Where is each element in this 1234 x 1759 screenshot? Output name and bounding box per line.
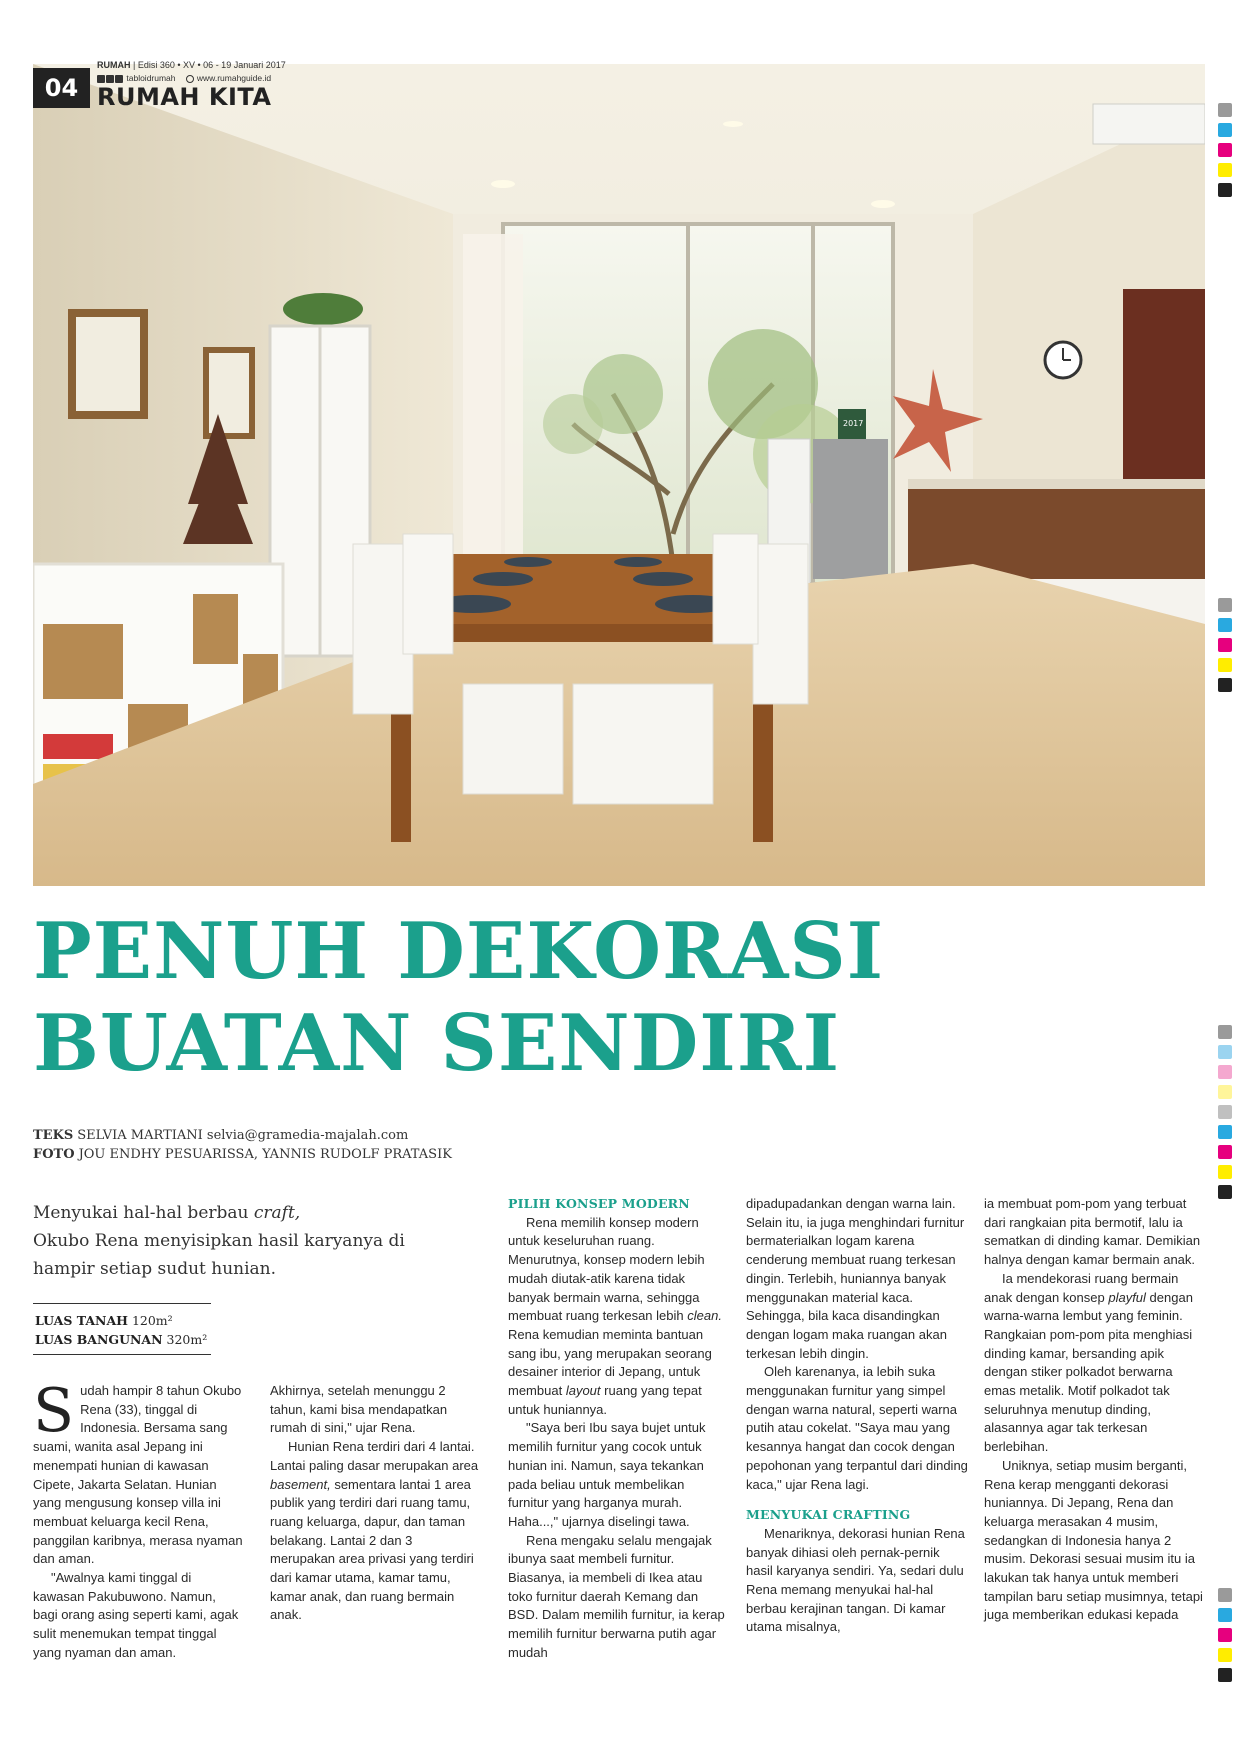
paragraph-emphasis: clean.: [687, 1308, 722, 1324]
headline-line-1: PENUH DEKORASI: [33, 906, 885, 997]
swatch: [1218, 163, 1232, 177]
area-info: [33, 1303, 211, 1355]
swatch: [1218, 123, 1232, 137]
swatch: [1218, 1105, 1232, 1119]
paragraph: [508, 1214, 728, 1420]
paragraph-text: Ia mendekorasi ruang bermain anak dengan konsep: [984, 1270, 1179, 1305]
masthead-edition: RUMAH | Edisi 360 • XV • 06 - 19 Januari 2017: [97, 60, 286, 70]
twitter-icon: [106, 75, 114, 83]
swatch: [1218, 658, 1232, 672]
globe-icon: [186, 75, 194, 83]
swatch: [1218, 1065, 1232, 1079]
section-title: RUMAH KITA: [97, 83, 272, 111]
credit-text: [33, 1126, 452, 1145]
body-column-3: [508, 1195, 728, 1663]
swatch: [1218, 678, 1232, 692]
swatch: [1218, 1145, 1232, 1159]
swatch: [1218, 1185, 1232, 1199]
swatch: [1218, 103, 1232, 117]
swatch: [1218, 618, 1232, 632]
paragraph: Akhirnya, setelah menunggu 2 tahun, kami bisa mendapatkan rumah di sini," ujar Rena.: [270, 1383, 448, 1436]
land-area: [35, 1311, 211, 1330]
swatch: [1218, 598, 1232, 612]
body-column-2: [270, 1382, 480, 1625]
website-text: www.rumahguide.id: [196, 73, 272, 83]
body-column-4: [746, 1195, 968, 1637]
swatch: [1218, 183, 1232, 197]
subhead-crafting: MENYUKAI CRAFTING: [746, 1507, 911, 1523]
paragraph-emphasis: playful: [1108, 1289, 1146, 1305]
paragraph: Oleh karenanya, ia lebih suka menggunakan furnitur yang simpel dengan warna natural, seperti warna putih atau cokelat. "Saya mau yang kesannya hangat dan cocok dengan pepohonan yang terpantul dari dinding kaca," ujar Rena lagi.: [746, 1364, 968, 1492]
swatch: [1218, 1025, 1232, 1039]
swatch: [1218, 1588, 1232, 1602]
paragraph-text: Rena memilih konsep modern untuk keseluruhan ruang. Menurutnya, konsep modern lebih mudah diutak-atik karena tidak banyak bermain warna, sehingga membuat ruang terkesan lebih: [508, 1214, 705, 1324]
headline: [33, 906, 1183, 1090]
credit-text-value: SELVIA MARTIANI selvia@gramedia-majalah.com: [77, 1128, 409, 1143]
facebook-icon: [97, 75, 105, 83]
swatch: [1218, 1628, 1232, 1642]
swatch: [1218, 1608, 1232, 1622]
swatch: [1218, 1668, 1232, 1682]
paragraph: [270, 1438, 480, 1625]
swatch: [1218, 1648, 1232, 1662]
drop-cap: S: [33, 1376, 75, 1446]
paragraph-text: Rena kemudian meminta bantuan sang ibu, yang merupakan seorang desainer interior di Jepang, untuk membuat: [508, 1326, 712, 1399]
social-handle-text: tabloidrumah: [126, 73, 176, 83]
instagram-icon: [115, 75, 123, 83]
paragraph-emphasis: layout: [565, 1383, 601, 1399]
calendar-label: 2017: [843, 419, 864, 428]
building-area-label: LUAS BANGUNAN: [35, 1332, 163, 1347]
paragraph: ia membuat pom-pom yang terbuat dari rangkaian pita bermotif, lalu ia sematkan di dinding kamar. Demikian halnya dengan kamar bermain anak.: [984, 1196, 1201, 1268]
paragraph: "Saya beri Ibu saya bujet untuk memilih furnitur yang cocok untuk hunian ini. Namun, saya tekankan pada beliau untuk membelikan furnitur yang harganya murah. Haha...," ujarnya diselingi tawa.: [508, 1420, 706, 1529]
page-number: 04: [33, 68, 90, 108]
credits: [33, 1126, 452, 1164]
land-area-value: 120m²: [131, 1313, 173, 1328]
lede-part-1: Menyukai hal-hal berbau: [33, 1203, 249, 1223]
swatch: [1218, 638, 1232, 652]
paragraph: Menariknya, dekorasi hunian Rena banyak dihiasi oleh pernak-pernik hasil karyanya sendiri. Ya, sedari dulu Rena memang menyukai hal-hal berbau kerajinan tangan. Di kamar utama misalnya,: [746, 1525, 965, 1635]
lede-emphasis: craft,: [253, 1203, 301, 1223]
paragraph-emphasis: basement,: [270, 1476, 331, 1492]
body-column-5: [984, 1195, 1206, 1625]
building-area-value: 320m²: [166, 1332, 208, 1347]
swatch: [1218, 1045, 1232, 1059]
swatch: [1218, 1165, 1232, 1179]
lede-part-2: Okubo Rena menyisipkan hasil karyanya di hampir setiap sudut hunian.: [33, 1231, 405, 1279]
building-area: [35, 1330, 211, 1349]
swatch: [1218, 1125, 1232, 1139]
credit-photo-label: FOTO: [33, 1147, 75, 1162]
magazine-name: RUMAH: [97, 60, 131, 70]
swatch: [1218, 1085, 1232, 1099]
paragraph-text: sementara lantai 1 area publik yang terdiri dari ruang tamu, ruang keluarga, dapur, dan taman belakang. Lantai 2 dan 3 merupakan area privasi yang terdiri dari kamar utama, kamar tamu, kamar anak, dan ruang bermain anak.: [270, 1476, 474, 1623]
paragraph: dipadupadankan dengan warna lain. Selain itu, ia juga menghindari furnitur bermaterialkan logam karena cenderung membuat ruang terkesan dingin. Terlebih, huniannya banyak menggunakan material kaca. Sehingga, bila kaca disandingkan dengan logam maka ruangan akan terkesan lebih dingin.: [746, 1196, 965, 1361]
credit-photo: [33, 1145, 452, 1164]
paragraph: [33, 1376, 243, 1569]
credit-photo-value: JOU ENDHY PESUARISSA, YANNIS RUDOLF PRATASIK: [78, 1147, 452, 1162]
paragraph: "Awalnya kami tinggal di kawasan Pakubuwono. Namun, bagi orang asing seperti kami, agak sulit menemukan tempat tinggal yang nyaman dan aman.: [33, 1570, 239, 1660]
paragraph-text: ruang yang tepat untuk huniannya.: [508, 1383, 702, 1417]
paragraph-text: Hunian Rena terdiri dari 4 lantai. Lantai paling dasar merupakan area: [270, 1439, 479, 1473]
paragraph-text: dengan warna-warna lembut yang feminin. Rangkaian pom-pom pita menghiasi dinding kamar, bersanding apik dengan stiker polkadot berwarna emas metalik. Motif polkadot tak seluruhnya menutup dinding, alasannya agar tak terkesan berlebihan.: [984, 1289, 1193, 1455]
paragraph: Rena mengaku selalu mengajak ibunya saat membeli furnitur. Biasanya, ia membeli di Ikea atau toko furnitur daerah Kemang dan BSD. Dalam memilih furnitur, ia kerap memilih furnitur berwarna putih agar mudah: [508, 1532, 725, 1660]
paragraph: Uniknya, setiap musim berganti, Rena kerap mengganti dekorasi huniannya. Di Jepang, Rena dan keluarga merasakan 4 musim, sedangkan di Indonesia hanya 2 musim. Dekorasi sesuai musim itu ia lakukan tak hanya untuk memberi tampilan baru setiap musimnya, tetapi juga memberikan edukasi kepada: [984, 1457, 1203, 1623]
social-handle: [97, 73, 176, 83]
masthead-links: [97, 73, 271, 83]
headline-line-2: BUATAN SENDIRI: [33, 998, 841, 1089]
land-area-label: LUAS TANAH: [35, 1313, 128, 1328]
edition-info: Edisi 360 • XV • 06 - 19 Januari 2017: [137, 60, 286, 70]
swatch: [1218, 143, 1232, 157]
body-column-1: [33, 1376, 243, 1663]
subhead-modern: PILIH KONSEP MODERN: [508, 1196, 690, 1211]
credit-text-label: TEKS: [33, 1128, 74, 1143]
website: [186, 73, 272, 83]
paragraph: [984, 1270, 1206, 1457]
dining-room-photo: [33, 64, 1205, 886]
lede: [33, 1199, 463, 1283]
paragraph-text: udah hampir 8 tahun Okubo Rena (33), tinggal di Indonesia. Bersama sang suami, wanita asal Jepang ini menempati hunian di kawasan Cipete, Jakarta Selatan. Hunian yang mengusung konsep villa ini membuat keluarga kecil Rena, panggilan karibnya, merasa nyaman dan aman.: [33, 1383, 243, 1567]
